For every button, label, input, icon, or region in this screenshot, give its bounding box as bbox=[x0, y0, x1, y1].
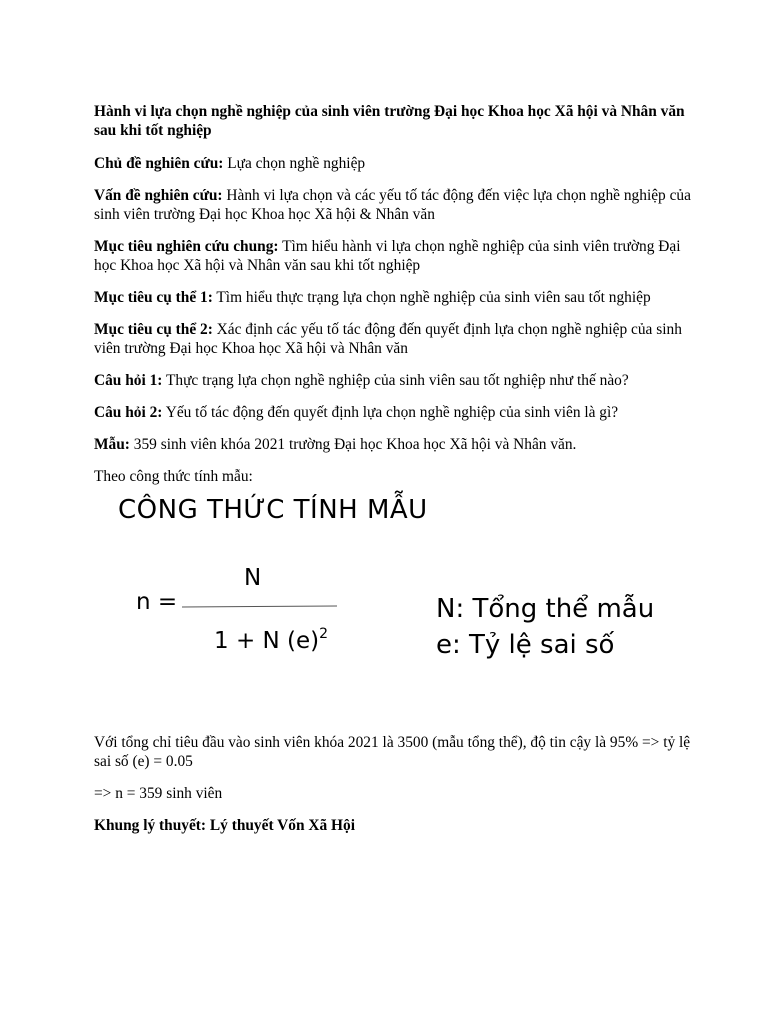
section-text: Xác định các yếu tố tác động đến quyết định lựa chọn nghề nghiệp của sinh viên trường Đại học Khoa học Xã hội và Nhân văn bbox=[94, 321, 682, 357]
section-label: Mục tiêu cụ thể 2: bbox=[94, 321, 213, 338]
section-topic bbox=[94, 154, 694, 173]
result-text: => n = 359 sinh viên bbox=[94, 785, 223, 802]
section-sample bbox=[94, 435, 694, 454]
document-body bbox=[94, 102, 694, 848]
section-question-2 bbox=[94, 403, 694, 422]
section-text: Thực trạng lựa chọn nghề nghiệp của sinh viên sau tốt nghiệp như thế nào? bbox=[162, 372, 629, 389]
section-question-1 bbox=[94, 371, 694, 390]
legend-e: e: Tỷ lệ sai số bbox=[436, 630, 615, 660]
legend-n: N: Tổng thể mẫu bbox=[436, 594, 655, 624]
section-label: Câu hỏi 1: bbox=[94, 372, 163, 389]
denominator-exponent: 2 bbox=[319, 626, 329, 642]
formula-numerator: N bbox=[244, 565, 262, 591]
formula-legend bbox=[436, 591, 654, 663]
fraction-bar bbox=[182, 605, 337, 607]
framework-heading: Khung lý thuyết: Lý thuyết Vốn Xã Hội bbox=[94, 817, 355, 834]
document-title: Hành vi lựa chọn nghề nghiệp của sinh viên trường Đại học Khoa học Xã hội và Nhân văn sau khi tốt nghiệp bbox=[94, 103, 685, 139]
sample-formula-image bbox=[94, 493, 694, 711]
section-text: 359 sinh viên khóa 2021 trường Đại học Khoa học Xã hội và Nhân văn. bbox=[129, 436, 577, 453]
formula-denominator bbox=[214, 625, 329, 654]
section-objective-1 bbox=[94, 288, 694, 307]
explanation-text: Với tổng chỉ tiêu đầu vào sinh viên khóa 2021 là 3500 (mẫu tổng thể), độ tin cậy là 95% => tỷ lệ sai số (e) = 0.05 bbox=[94, 734, 691, 770]
section-text: Hành vi lựa chọn và các yếu tố tác động đến việc lựa chọn nghề nghiệp của sinh viên trường Đại học Khoa học Xã hội & Nhân văn bbox=[94, 187, 691, 223]
denominator-base: 1 + N (e) bbox=[214, 628, 320, 654]
section-text: Tìm hiểu hành vi lựa chọn nghề nghiệp của sinh viên trường Đại học Khoa học Xã hội và Nhân văn sau khi tốt nghiệp bbox=[94, 238, 681, 274]
section-text: Lựa chọn nghề nghiệp bbox=[223, 155, 366, 172]
section-label: Mục tiêu nghiên cứu chung: bbox=[94, 238, 279, 255]
section-label: Vấn đề nghiên cứu: bbox=[94, 187, 223, 204]
section-general-objective bbox=[94, 237, 694, 275]
section-text: Tìm hiểu thực trạng lựa chọn nghề nghiệp của sinh viên sau tốt nghiệp bbox=[212, 289, 651, 306]
section-label: Mục tiêu cụ thể 1: bbox=[94, 289, 213, 306]
formula-intro: Theo công thức tính mẫu: bbox=[94, 468, 253, 485]
section-label: Chủ đề nghiên cứu: bbox=[94, 155, 224, 172]
section-label: Mẫu: bbox=[94, 436, 130, 453]
section-problem bbox=[94, 186, 694, 224]
section-label: Câu hỏi 2: bbox=[94, 404, 163, 421]
formula-lhs: n = bbox=[136, 589, 178, 615]
section-text: Yếu tố tác động đến quyết định lựa chọn nghề nghiệp của sinh viên là gì? bbox=[162, 404, 619, 421]
formula-title: CÔNG THỨC TÍNH MẪU bbox=[118, 495, 428, 525]
section-objective-2 bbox=[94, 320, 694, 358]
